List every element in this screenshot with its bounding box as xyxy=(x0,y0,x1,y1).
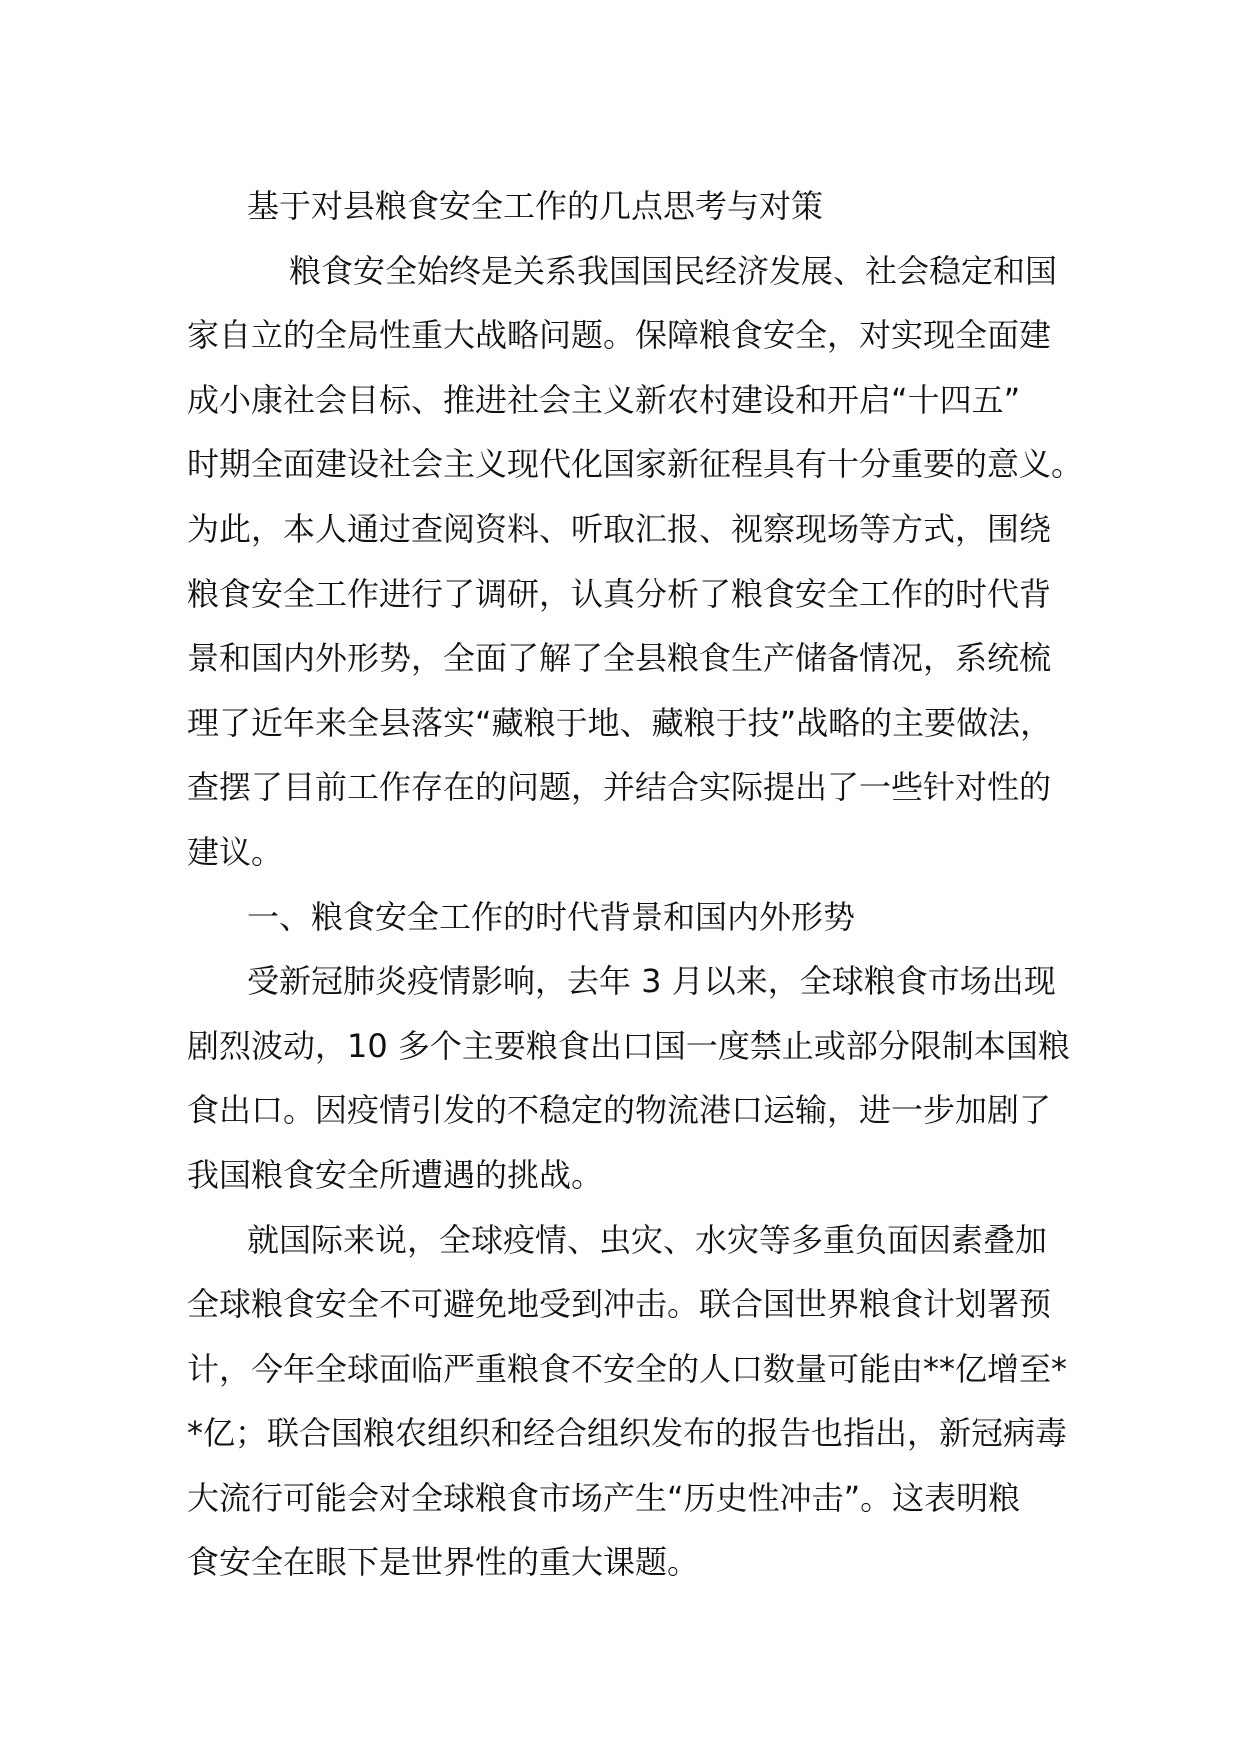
paragraph-line: 查摆了目前工作存在的问题，并结合实际提出了一些针对性的 xyxy=(187,768,1052,807)
paragraph-line: 成小康社会目标、推进社会主义新农村建设和开启“十四五” xyxy=(187,380,1021,419)
paragraph-line: 理了近年来全县落实“藏粮于地、藏粮于技”战略的主要做法， xyxy=(187,703,1053,742)
paragraph-line: 粮食安全始终是关系我国国民经济发展、社会稳定和国 xyxy=(289,251,1058,290)
paragraph-line: 建议。 xyxy=(187,832,284,871)
paragraph-line: 时期全面建设社会主义现代化国家新征程具有十分重要的意义。 xyxy=(187,445,1084,484)
paragraph-line: 全球粮食安全不可避免地受到冲击。联合国世界粮食计划署预 xyxy=(187,1285,1052,1324)
paragraph-line: 大流行可能会对全球粮食市场产生“历史性冲击”。这表明粮 xyxy=(187,1478,1021,1517)
paragraph-line: 剧烈波动，10 多个主要粮食出口国一度禁止或部分限制本国粮 xyxy=(187,1026,1070,1065)
paragraph-line: 我国粮食安全所遭遇的挑战。 xyxy=(187,1155,604,1194)
paragraph-line: 粮食安全工作进行了调研，认真分析了粮食安全工作的时代背 xyxy=(187,574,1052,613)
paragraph-line: 家自立的全局性重大战略问题。保障粮食安全，对实现全面建 xyxy=(187,316,1052,355)
paragraph-line: *亿；联合国粮农组织和经合组织发布的报告也指出，新冠病毒 xyxy=(187,1414,1068,1453)
paragraph-line: 食出口。因疫情引发的不稳定的物流港口运输，进一步加剧了 xyxy=(187,1091,1052,1130)
paragraph-line: 计，今年全球面临严重粮食不安全的人口数量可能由**亿增至* xyxy=(187,1349,1068,1388)
paragraph-line: 就国际来说，全球疫情、虫灾、水灾等多重负面因素叠加 xyxy=(247,1220,1048,1259)
paragraph-line: 景和国内外形势，全面了解了全县粮食生产储备情况，系统梳 xyxy=(187,639,1052,678)
section-heading: 一、粮食安全工作的时代背景和国内外形势 xyxy=(247,897,856,936)
paragraph-line: 受新冠肺炎疫情影响，去年 3 月以来，全球粮食市场出现 xyxy=(247,962,1056,1001)
paragraph-line: 为此，本人通过查阅资料、听取汇报、视察现场等方式，围绕 xyxy=(187,509,1052,548)
document-title: 基于对县粮食安全工作的几点思考与对策 xyxy=(247,187,824,225)
document-body xyxy=(187,174,1084,1595)
paragraph-line: 食安全在眼下是世界性的重大课题。 xyxy=(187,1543,700,1582)
